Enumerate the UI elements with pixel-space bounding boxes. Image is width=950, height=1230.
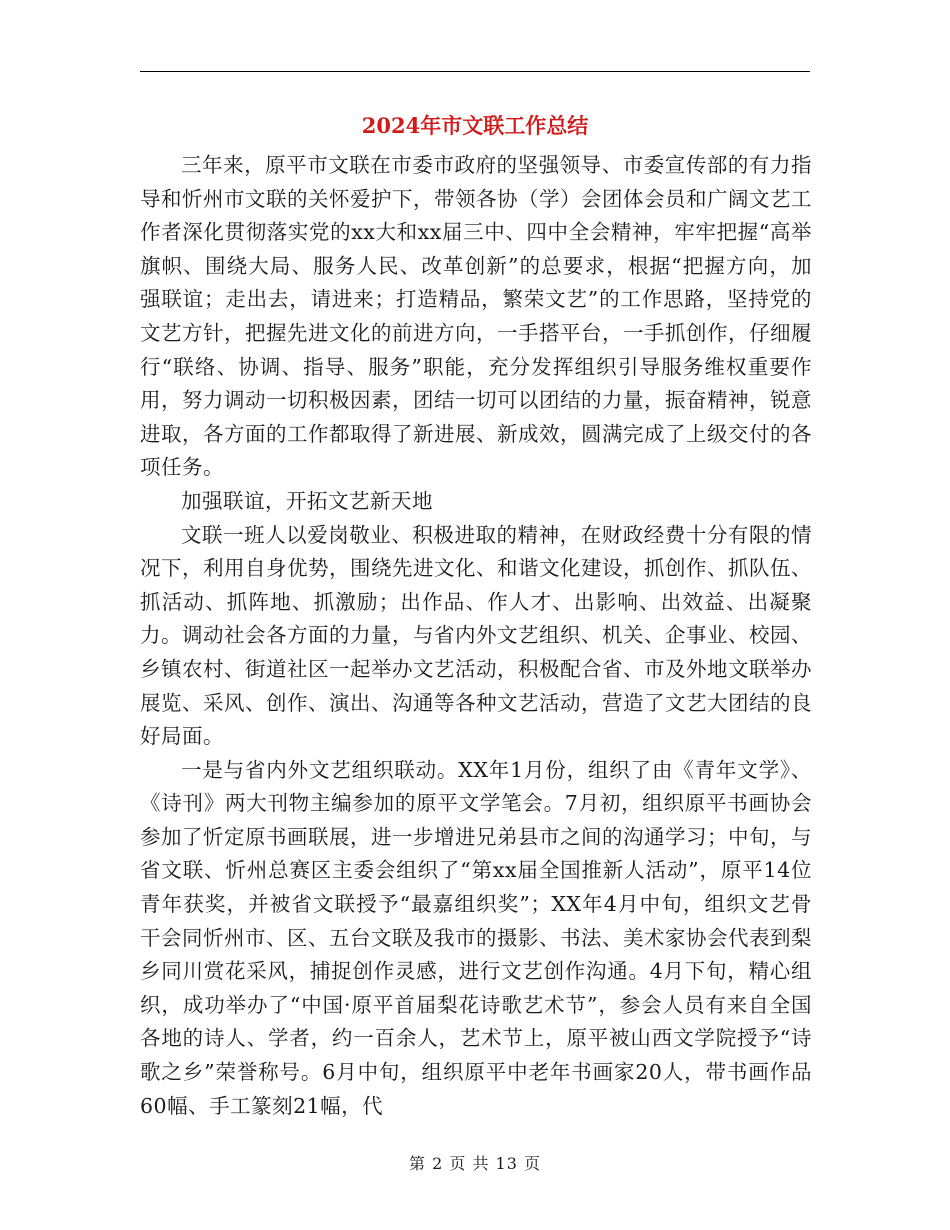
document-body: [140, 149, 812, 1123]
intro-paragraph: 三年来，原平市文联在市委市政府的坚强领导、市委宣传部的有力指导和忻州市文联的关怀爱护下，带领各协（学）会团体会员和广阔文艺工作者深化贯彻落实党的xx大和xx届三中、四中全会精神，牢牢把握“高举旗帜、围绕大局、服务人民、改革创新”的总要求，根据“把握方向，加强联谊；走出去，请进来；打造精品，繁荣文艺”的工作思路，坚持党的文艺方针，把握先进文化的前进方向，一手搭平台，一手抓创作，仔细履行“联络、协调、指导、服务”职能，充分发挥组织引导服务维权重要作用，努力调动一切积极因素，团结一切可以团结的力量，振奋精神，锐意进取，各方面的工作都取得了新进展、新成效，圆满完成了上级交付的各项任务。: [140, 153, 812, 480]
header-rule: [140, 71, 810, 72]
page-number-footer: 第 2 页 共 13 页: [409, 1154, 541, 1173]
body-paragraph: 一是与省内外文艺组织联动。XX年1月份，组织了由《青年文学》、《诗刊》两大刊物主编参加的原平文学笔会。7月初，组织原平书画协会参加了忻定原书画联展，进一步增进兄弟县市之间的沟通学习；中旬，与省文联、忻州总赛区主委会组织了“第xx届全国推新人活动”，原平14位青年获奖，并被省文联授予“最嘉组织奖”；XX年4月中旬，组织文艺骨干会同忻州市、区、五台文联及我市的摄影、书法、美术家协会代表到梨乡同川赏花采风，捕捉创作灵感，进行文艺创作沟通。4月下旬，精心组织，成功举办了“中国·原平首届梨花诗歌艺术节”，参会人员有来自全国各地的诗人、学者，约一百余人，艺术节上，原平被山西文学院授予“诗歌之乡”荣誉称号。6月中旬，组织原平中老年书画家20人，带书画作品60幅、手工篆刻21幅，代: [140, 757, 812, 1118]
body-paragraph: 文联一班人以爱岗敬业、积极进取的精神，在财政经费十分有限的情况下，利用自身优势，围绕先进文化、和谐文化建设，抓创作、抓队伍、抓活动、抓阵地、抓激励；出作品、作人才、出影响、出效益、出凝聚力。调动社会各方面的力量，与省内外文艺组织、机关、企事业、校园、乡镇农村、街道社区一起举办文艺活动，积极配合省、市及外地文联举办展览、采风、创作、演出、沟通等各种文艺活动，营造了文艺大团结的良好局面。: [140, 522, 812, 749]
document-title: 2024年市文联工作总结: [361, 113, 589, 138]
section-heading: 加强联谊，开拓文艺新天地: [181, 488, 433, 513]
